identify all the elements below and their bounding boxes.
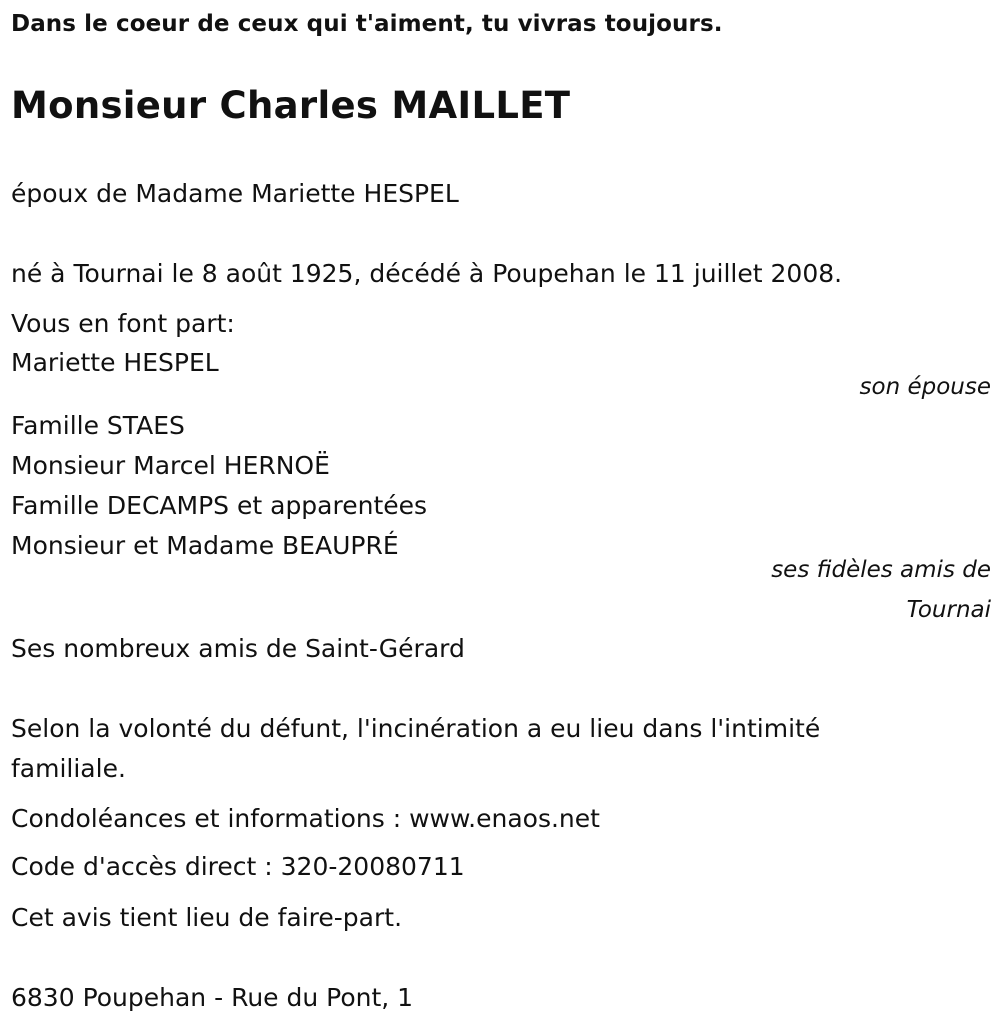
notice-note: Cet avis tient lieu de faire-part. <box>11 903 403 932</box>
address: 6830 Poupehan - Rue du Pont, 1 <box>11 983 414 1012</box>
obituary-notice <box>11 0 991 1032</box>
mourner-name: Famille DECAMPS et apparentées <box>11 491 428 520</box>
announcement-intro: Vous en font part: <box>11 309 235 338</box>
mourner-name: Monsieur Marcel HERNOË <box>11 451 330 480</box>
mourner-name: Mariette HESPEL <box>11 348 219 377</box>
spouse-line: époux de Madame Mariette HESPEL <box>11 179 459 208</box>
cremation-note: Selon la volonté du défunt, l'incinération a eu lieu dans l'intimité familiale. <box>11 714 821 783</box>
mourner-role-continued: Tournai <box>906 597 991 623</box>
memorial-quote: Dans le coeur de ceux qui t'aiment, tu vivras toujours. <box>11 11 723 37</box>
mourner-role: son épouse <box>859 374 991 400</box>
access-code: Code d'accès direct : 320-20080711 <box>11 852 465 881</box>
deceased-name: Monsieur Charles MAILLET <box>11 84 571 127</box>
mourner-name: Monsieur et Madame BEAUPRÉ <box>11 531 399 560</box>
mourner-name: Famille STAES <box>11 411 185 440</box>
condolences-info: Condoléances et informations : www.enaos.net <box>11 804 600 833</box>
birth-death-line: né à Tournai le 8 août 1925, décédé à Poupehan le 11 juillet 2008. <box>11 259 843 288</box>
mourner-role: ses fidèles amis de <box>771 557 991 583</box>
mourner-name: Ses nombreux amis de Saint-Gérard <box>11 634 465 663</box>
